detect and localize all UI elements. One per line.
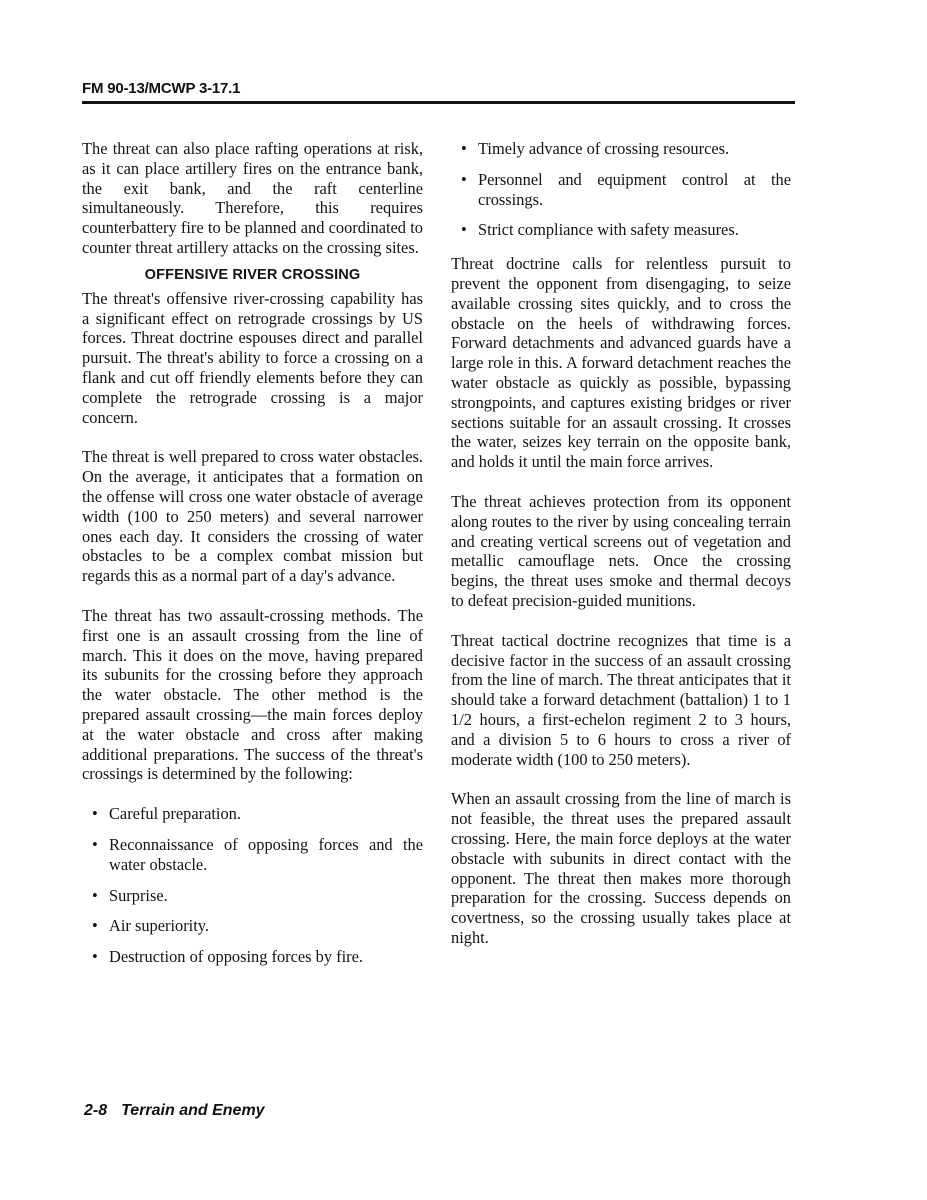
page-footer xyxy=(84,1102,265,1120)
page-number: 2-8 xyxy=(84,1102,108,1119)
bullet-icon: • xyxy=(92,834,98,854)
section-heading: OFFENSIVE RIVER CROSSING xyxy=(144,266,361,283)
success-factors-list xyxy=(82,804,423,967)
list-item: • Reconnaissance of opposing forces and the water obstacle. xyxy=(92,834,423,874)
paragraph-offensive-capability: The threat's offensive river-crossing capability has a significant effect on retrograde crossings by US forces. Threat doctrine espouses direct and parallel pursuit. The threat's ability to force a crossing on a flank and cut off friendly elements before they can complete the retrograde crossing is a major concern. xyxy=(82,288,423,427)
bullet-icon: • xyxy=(92,916,98,936)
page-header xyxy=(82,80,795,104)
list-item: • Timely advance of crossing resources. xyxy=(461,139,730,158)
left-column xyxy=(82,139,423,978)
paragraph-time-factor: Threat tactical doctrine recognizes that time is a decisive factor in the success of an assault crossing from the line of march. The threat anticipates that it should take a forward detachment (battalion) 1 to 1 1/2 hours, a first-echelon regiment 2 to 3 hours, and a division 5 to 6 hours to cross a river of moderate width (100 to 250 meters). xyxy=(451,630,791,769)
list-item: • Careful preparation. xyxy=(92,804,241,824)
list-item: • Personnel and equipment control at the crossings. xyxy=(461,169,791,209)
bullet-icon: • xyxy=(92,885,98,905)
success-factors-list-continued xyxy=(451,139,791,240)
list-item: • Destruction of opposing forces by fire. xyxy=(92,947,363,967)
bullet-icon: • xyxy=(461,139,467,158)
list-item: • Surprise. xyxy=(92,885,168,905)
bullet-icon: • xyxy=(461,169,467,189)
paragraph-rafting-risk: The threat can also place rafting operations at risk, as it can place artillery fires on the entrance bank, the exit bank, and the raft centerline simultaneously. Therefore, this requires counterbattery fire to be planned and coordinated to counter threat artillery attacks on the crossing sites. xyxy=(82,139,423,257)
paragraph-relentless-pursuit: Threat doctrine calls for relentless pursuit to prevent the opponent from disengaging, to seize available crossing sites quickly, and to cross the obstacle on the heels of withdrawing forces. Forward detachments and advanced guards have a large role in this. A forward detachment reaches the water obstacle as quickly as possible, bypassing strongpoints, and captures existing bridges or river sections suitable for an assault crossing. It crosses the water, seizes key terrain on the opposite bank, and holds it until the main force arrives. xyxy=(451,254,791,472)
bullet-icon: • xyxy=(92,804,98,824)
paragraph-protection: The threat achieves protection from its opponent along routes to the river by using concealing terrain and creating vertical screens out of vegetation and metallic camouflage nets. Once the crossing begins, the threat uses smoke and thermal decoys to defeat precision-guided munitions. xyxy=(451,491,791,610)
list-item: • Strict compliance with safety measures. xyxy=(461,220,739,240)
paragraph-well-prepared: The threat is well prepared to cross water obstacles. On the average, it anticipates that a formation on the offense will cross one water obstacle of average width (100 to 250 meters) and several narrower ones each day. It considers the crossing of water obstacles to be a complex combat mission but regards this as a normal part of a day's advance. xyxy=(82,447,423,586)
paragraph-prepared-crossing: When an assault crossing from the line of march is not feasible, the threat uses the prepared assault crossing. Here, the main force deploys at the water obstacle with subunits in direct contact with the opponent. The threat then makes more thorough preparation for the crossing. Success depends on covertness, so the crossing usually takes place at night. xyxy=(451,789,791,947)
chapter-title: Terrain and Enemy xyxy=(121,1102,265,1119)
list-item: • Air superiority. xyxy=(92,916,209,936)
paragraph-assault-methods: The threat has two assault-crossing methods. The first one is an assault crossing from the line of march. This it does on the move, having prepared its subunits for the crossing before they approach the water obstacle. The other method is the prepared assault crossing—the main forces deploy at the water obstacle and cross after making additional preparations. The success of the threat's crossings is determined by the following: xyxy=(82,605,423,784)
header-rule xyxy=(82,101,795,104)
right-column xyxy=(451,139,791,948)
document-title: FM 90-13/MCWP 3-17.1 xyxy=(82,80,241,97)
bullet-icon: • xyxy=(92,947,98,967)
bullet-icon: • xyxy=(461,220,467,240)
